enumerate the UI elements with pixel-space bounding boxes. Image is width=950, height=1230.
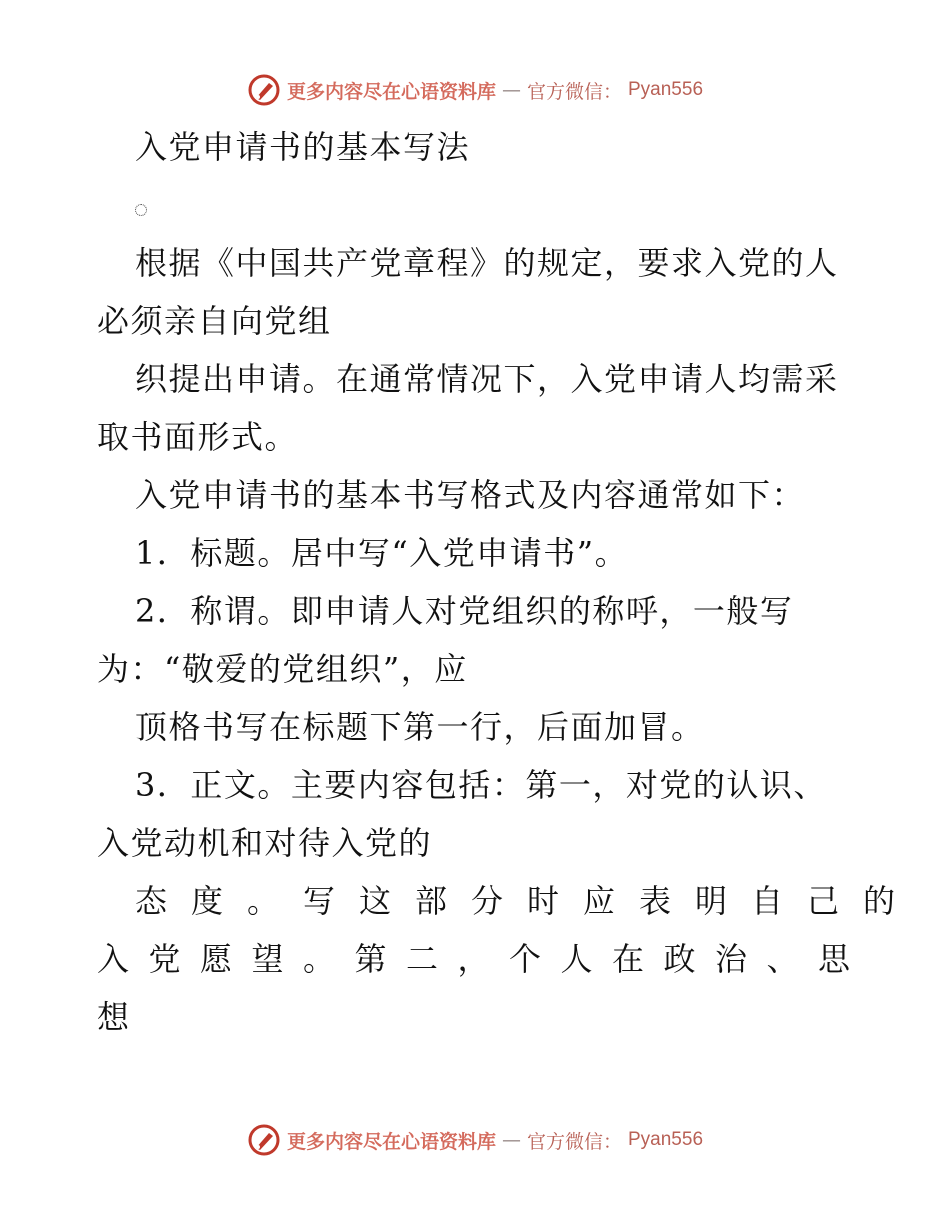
paragraph-line: 入党申请书的基本书写格式及内容通常如下：	[135, 476, 806, 514]
footer-watermark	[0, 1120, 950, 1160]
dotted-circle-icon	[135, 204, 147, 216]
paragraph-line: 顶格书写在标题下第一行，后面加冒。	[135, 708, 705, 746]
watermark-main-text: 更多内容尽在心语资料库	[286, 80, 496, 103]
watermark-main-text: 更多内容尽在心语资料库	[286, 1130, 496, 1153]
paragraph-line: 想	[97, 998, 131, 1036]
watermark-wechat-id: Pyan556	[628, 79, 704, 100]
pen-logo-icon	[247, 73, 281, 107]
paragraph-line: 入党动机和对待入党的	[97, 824, 433, 862]
watermark-wechat-label: 官方微信：	[526, 80, 622, 103]
paragraph-line: 入党愿望。第二，个人在政治、思	[97, 940, 870, 978]
header-watermark	[0, 70, 950, 110]
document-title: 入党申请书的基本写法	[135, 128, 471, 166]
paragraph-line: 根据《中国共产党章程》的规定，要求入党的人	[135, 244, 839, 282]
list-item-body: 3．正文。主要内容包括：第一，对党的认识、	[135, 766, 827, 804]
placeholder-ring-line	[97, 176, 857, 234]
watermark-wechat-label: 官方微信：	[526, 1130, 622, 1153]
document-body	[97, 118, 920, 1046]
watermark-dash: —	[501, 1129, 521, 1151]
paragraph-line: 为：“敬爱的党组织”，应	[97, 650, 468, 688]
paragraph-line: 织提出申请。在通常情况下，入党申请人均需采	[135, 360, 839, 398]
list-item-title: 1．标题。居中写“入党申请书”。	[135, 534, 629, 572]
paragraph-line: 态度。写这部分时应表明自己的	[135, 882, 920, 920]
watermark-dash: —	[501, 79, 521, 101]
watermark-wechat-id: Pyan556	[628, 1129, 704, 1150]
paragraph-line: 必须亲自向党组	[97, 302, 332, 340]
pen-logo-icon	[247, 1123, 281, 1157]
paragraph-line: 取书面形式。	[97, 418, 299, 456]
list-item-salutation: 2．称谓。即申请人对党组织的称呼，一般写	[135, 592, 794, 630]
